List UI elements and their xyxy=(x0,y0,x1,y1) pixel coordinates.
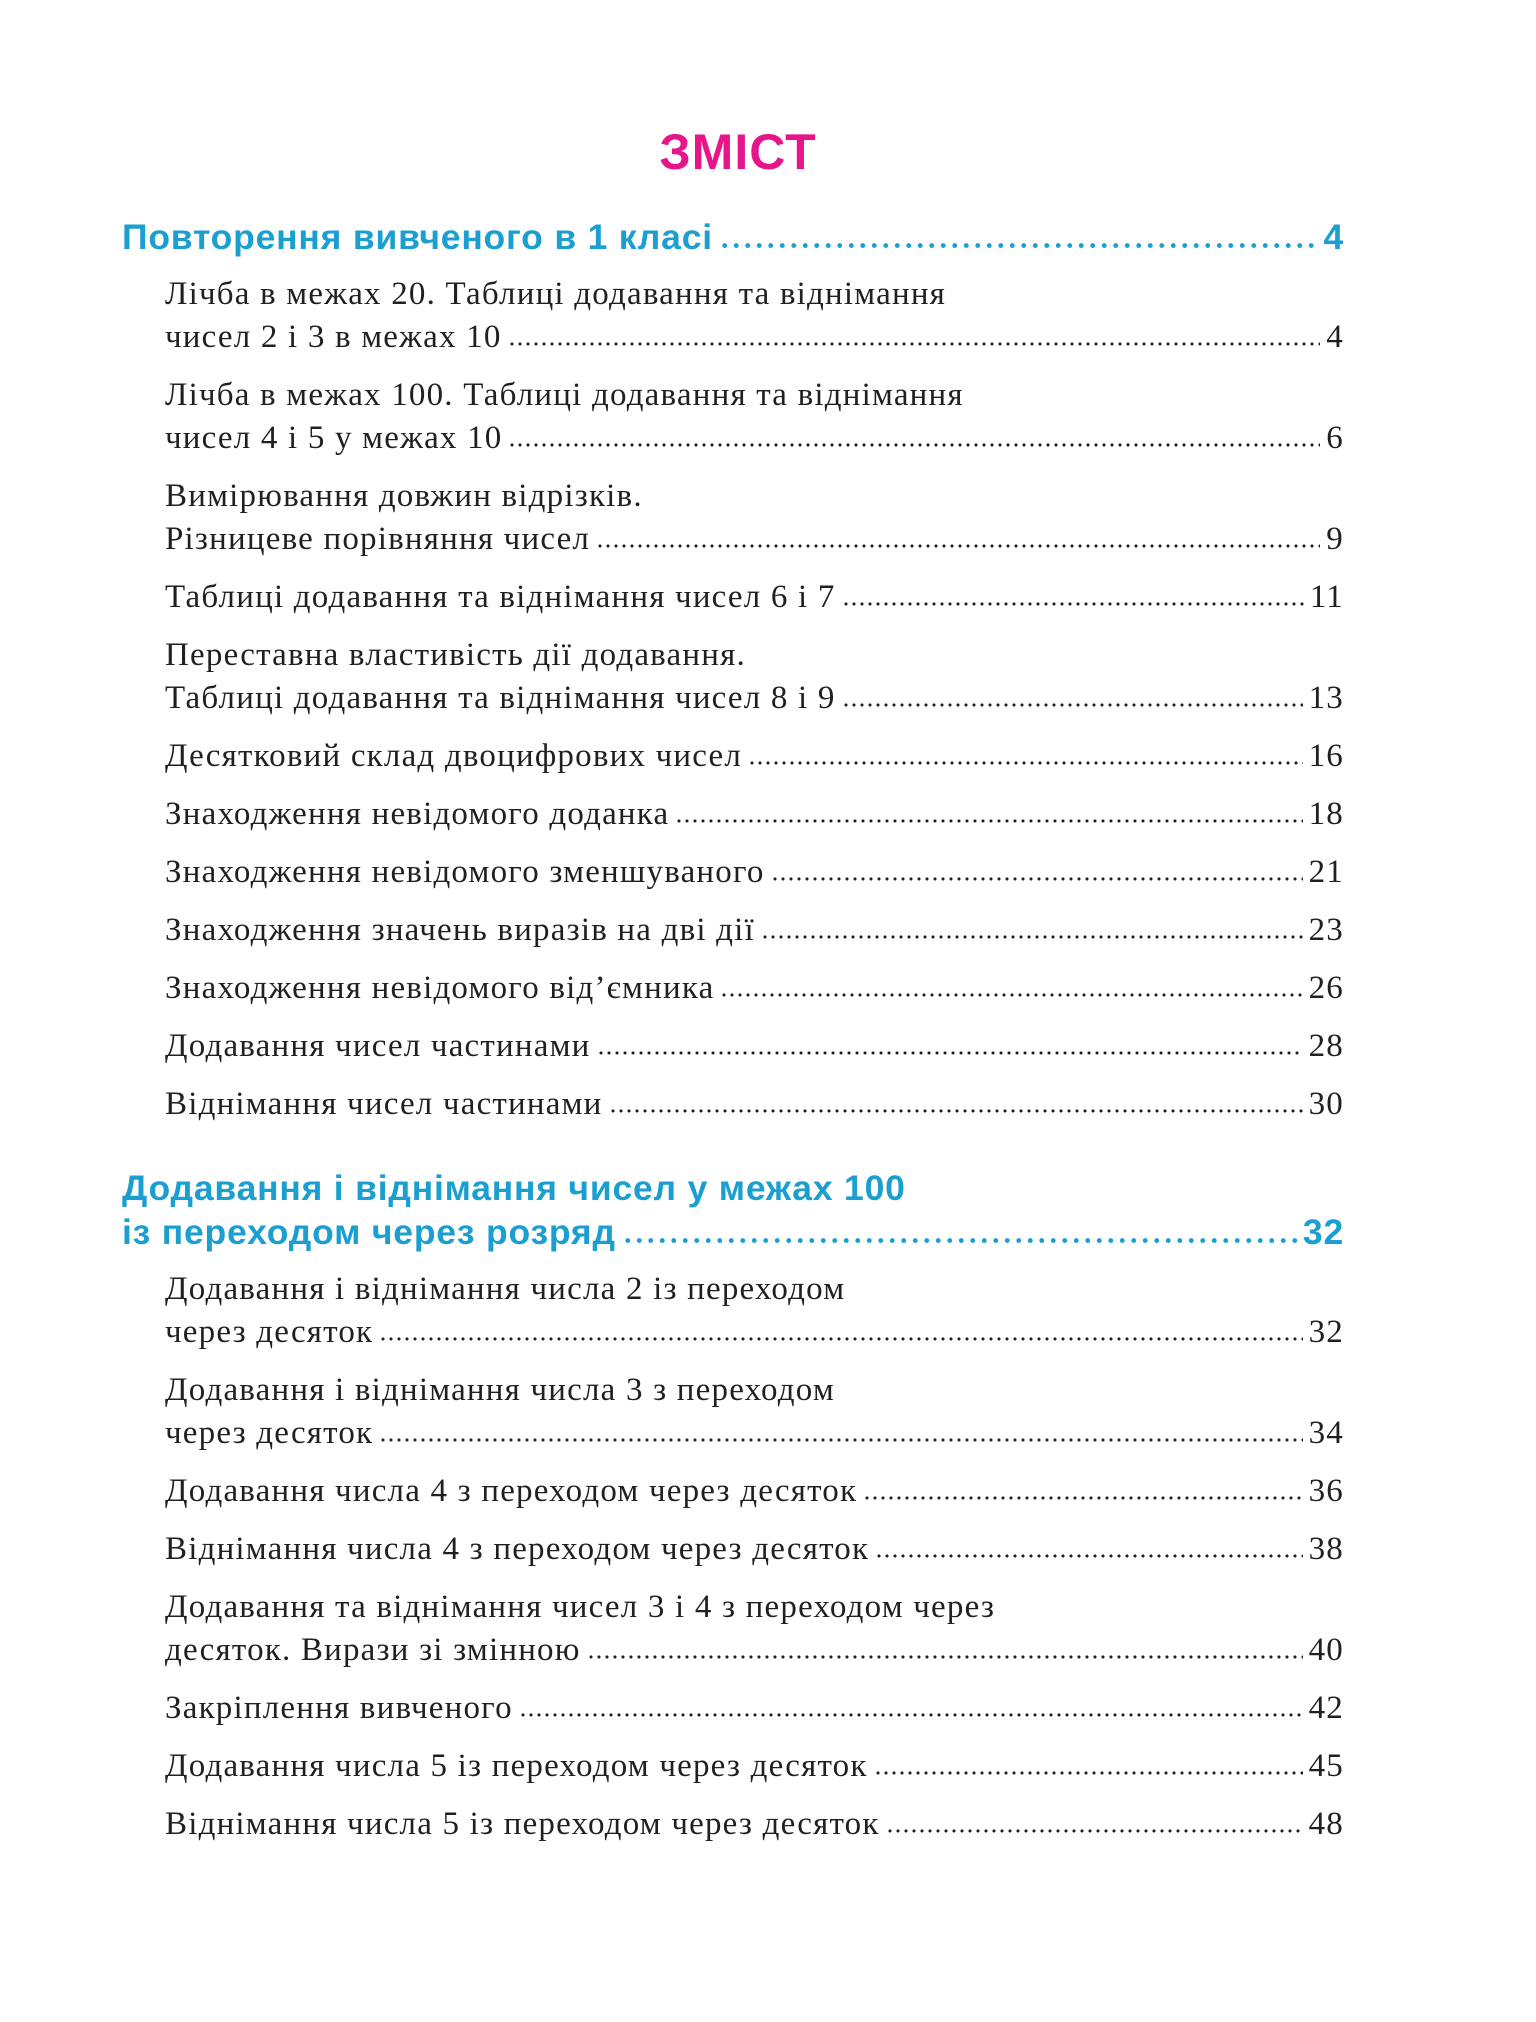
dot-leader xyxy=(874,1770,1303,1776)
toc-entry-text: Закріплення вивченого xyxy=(165,1690,513,1726)
toc-entry-line: Лічба в межах 20. Таблиці додавання та віднімання xyxy=(165,276,947,312)
toc-entry-leader-line xyxy=(165,793,1344,836)
toc-entry-page-number: 16 xyxy=(1308,738,1344,774)
dot-leader xyxy=(379,1336,1302,1342)
toc-entry-text: Віднімання числа 5 із переходом через десяток xyxy=(165,1806,880,1842)
toc-entry-page-number: 30 xyxy=(1308,1086,1344,1122)
dot-leader xyxy=(609,1108,1303,1114)
toc-entry-leader-line xyxy=(165,1745,1344,1788)
dot-leader xyxy=(720,992,1302,998)
toc-entry-text: Віднімання числа 4 з переходом через десяток xyxy=(165,1531,870,1567)
dot-leader xyxy=(508,341,1321,347)
toc-entry-page-number: 32 xyxy=(1308,1314,1344,1350)
toc-entry-text: Таблиці додавання та віднімання чисел 8 і 9 xyxy=(165,680,836,716)
dot-leader xyxy=(886,1828,1303,1834)
toc-entry-page-number: 6 xyxy=(1326,420,1344,456)
toc-entry[interactable] xyxy=(165,475,1344,561)
toc-entry[interactable] xyxy=(165,793,1344,836)
dot-leader xyxy=(863,1495,1302,1501)
toc-entry-line: Лічба в межах 100. Таблиці додавання та віднімання xyxy=(165,377,964,413)
toc-entry-leader-line xyxy=(165,518,1344,561)
toc-entry-line: Додавання і віднімання числа 2 із переходом xyxy=(165,1271,846,1307)
section-heading-leader-line xyxy=(122,1210,1344,1254)
toc-entry[interactable] xyxy=(165,634,1344,720)
toc-entry-page-number: 45 xyxy=(1308,1748,1344,1784)
section-heading-text: Повторення вивченого в 1 класі xyxy=(122,217,713,257)
dot-leader xyxy=(875,1553,1302,1559)
dot-leader xyxy=(587,1654,1303,1660)
toc-entry[interactable] xyxy=(165,1586,1344,1672)
toc-entry-text: десяток. Вирази зі змінною xyxy=(165,1632,581,1668)
toc-entry-text: чисел 4 і 5 у межах 10 xyxy=(165,420,503,456)
toc-entry-leader-line xyxy=(165,1311,1344,1354)
toc-entry-text: Різницеве порівняння чисел xyxy=(165,521,591,557)
toc-entry-text: чисел 2 і 3 в межах 10 xyxy=(165,319,502,355)
toc-entry-leader-line xyxy=(165,417,1344,460)
dot-leader xyxy=(508,442,1320,448)
toc-entry[interactable] xyxy=(165,1803,1344,1846)
toc-entry[interactable] xyxy=(165,1745,1344,1788)
toc-entry[interactable] xyxy=(165,1470,1344,1513)
section-heading-line: Додавання і віднімання чисел у межах 100 xyxy=(122,1168,906,1208)
section-heading-text: із переходом через розряд xyxy=(122,1212,616,1252)
toc-entry-text: Віднімання чисел частинами xyxy=(165,1086,603,1122)
toc-entry-leader-line xyxy=(165,576,1344,619)
toc-entry-page-number: 11 xyxy=(1309,579,1344,615)
toc-entry-leader-line xyxy=(165,1528,1344,1571)
toc-entry[interactable] xyxy=(165,576,1344,619)
toc-section-heading xyxy=(122,215,1344,259)
toc-entry[interactable] xyxy=(165,909,1344,952)
toc-entry[interactable] xyxy=(165,273,1344,359)
toc-entry-text: через десяток xyxy=(165,1314,374,1350)
page-title: ЗМІСТ xyxy=(659,124,817,180)
toc-entry-leader-line xyxy=(165,1687,1344,1730)
toc-section-heading xyxy=(122,1166,1344,1254)
toc-entry-text: Додавання чисел частинами xyxy=(165,1028,591,1064)
toc-entry-text: Додавання числа 4 з переходом через десяток xyxy=(165,1473,858,1509)
toc-entry-page-number: 42 xyxy=(1308,1690,1344,1726)
toc-entry-text: Знаходження невідомого зменшуваного xyxy=(165,854,765,890)
toc-entry-leader-line xyxy=(165,1803,1344,1846)
dot-leader xyxy=(719,242,1318,249)
toc-entry-page-number: 18 xyxy=(1308,796,1344,832)
toc-entry-leader-line xyxy=(165,1629,1344,1672)
toc-entry-page-number: 9 xyxy=(1326,521,1344,557)
toc-entry-page-number: 40 xyxy=(1308,1632,1344,1668)
toc-entry[interactable] xyxy=(165,967,1344,1010)
toc-entry-leader-line xyxy=(165,1470,1344,1513)
toc-entry[interactable] xyxy=(165,374,1344,460)
dot-leader xyxy=(842,702,1303,708)
toc-entry-line: Додавання та віднімання чисел 3 і 4 з переходом через xyxy=(165,1589,996,1625)
toc-entry-page-number: 21 xyxy=(1308,854,1344,890)
toc-entry-leader-line xyxy=(165,1083,1344,1126)
toc-entry-text: Знаходження невідомого доданка xyxy=(165,796,670,832)
toc-entry-leader-line xyxy=(165,909,1344,952)
dot-leader xyxy=(675,818,1302,824)
toc-entry[interactable] xyxy=(165,1369,1344,1455)
dot-leader xyxy=(842,601,1304,607)
toc-entry-leader-line xyxy=(165,851,1344,894)
toc-entry-text: Таблиці додавання та віднімання чисел 6 і 7 xyxy=(165,579,836,615)
toc-entry-text: Знаходження невідомого від’ємника xyxy=(165,970,715,1006)
dot-leader xyxy=(596,543,1320,549)
toc-entry-line: Переставна властивість дії додавання. xyxy=(165,637,746,673)
dot-leader xyxy=(748,760,1303,766)
toc-entry-text: Додавання числа 5 із переходом через десяток xyxy=(165,1748,868,1784)
dot-leader xyxy=(519,1712,1303,1718)
dot-leader xyxy=(379,1437,1302,1443)
toc-entry[interactable] xyxy=(165,1083,1344,1126)
toc-entry-leader-line xyxy=(165,1412,1344,1455)
toc-entry-page-number: 28 xyxy=(1308,1028,1344,1064)
toc-entry-line: Додавання і віднімання числа 3 з переходом xyxy=(165,1372,835,1408)
toc-entry-text: Знаходження значень виразів на дві дії xyxy=(165,912,755,948)
dot-leader xyxy=(622,1237,1297,1244)
dot-leader xyxy=(597,1050,1303,1056)
toc-entry[interactable] xyxy=(165,1268,1344,1354)
toc-entry[interactable] xyxy=(165,1025,1344,1068)
dot-leader xyxy=(771,876,1303,882)
toc-entry[interactable] xyxy=(165,1528,1344,1571)
section-page-number: 32 xyxy=(1302,1212,1344,1252)
toc-entry[interactable] xyxy=(165,1687,1344,1730)
section-page-number: 4 xyxy=(1323,217,1344,257)
toc-entry-line: Вимірювання довжин відрізків. xyxy=(165,478,643,514)
section-heading-leader-line xyxy=(122,215,1344,259)
toc-entry-page-number: 38 xyxy=(1308,1531,1344,1567)
dot-leader xyxy=(761,934,1303,940)
toc-entry-page-number: 4 xyxy=(1326,319,1344,355)
toc-entry-text: через десяток xyxy=(165,1415,374,1451)
toc-entry-leader-line xyxy=(165,316,1344,359)
toc-entry-leader-line xyxy=(165,677,1344,720)
toc-entry-leader-line xyxy=(165,967,1344,1010)
toc-entry[interactable] xyxy=(165,851,1344,894)
toc-entry-page-number: 36 xyxy=(1308,1473,1344,1509)
toc-entry-page-number: 23 xyxy=(1308,912,1344,948)
toc-entry-page-number: 34 xyxy=(1308,1415,1344,1451)
toc-entry-page-number: 13 xyxy=(1308,680,1344,716)
toc-entry-leader-line xyxy=(165,1025,1344,1068)
toc-entry-leader-line xyxy=(165,735,1344,778)
toc-entry-page-number: 48 xyxy=(1308,1806,1344,1842)
toc-entry[interactable] xyxy=(165,735,1344,778)
toc-entry-page-number: 26 xyxy=(1308,970,1344,1006)
table-of-contents xyxy=(122,215,1344,1861)
toc-entry-text: Десятковий склад двоцифрових чисел xyxy=(165,738,743,774)
